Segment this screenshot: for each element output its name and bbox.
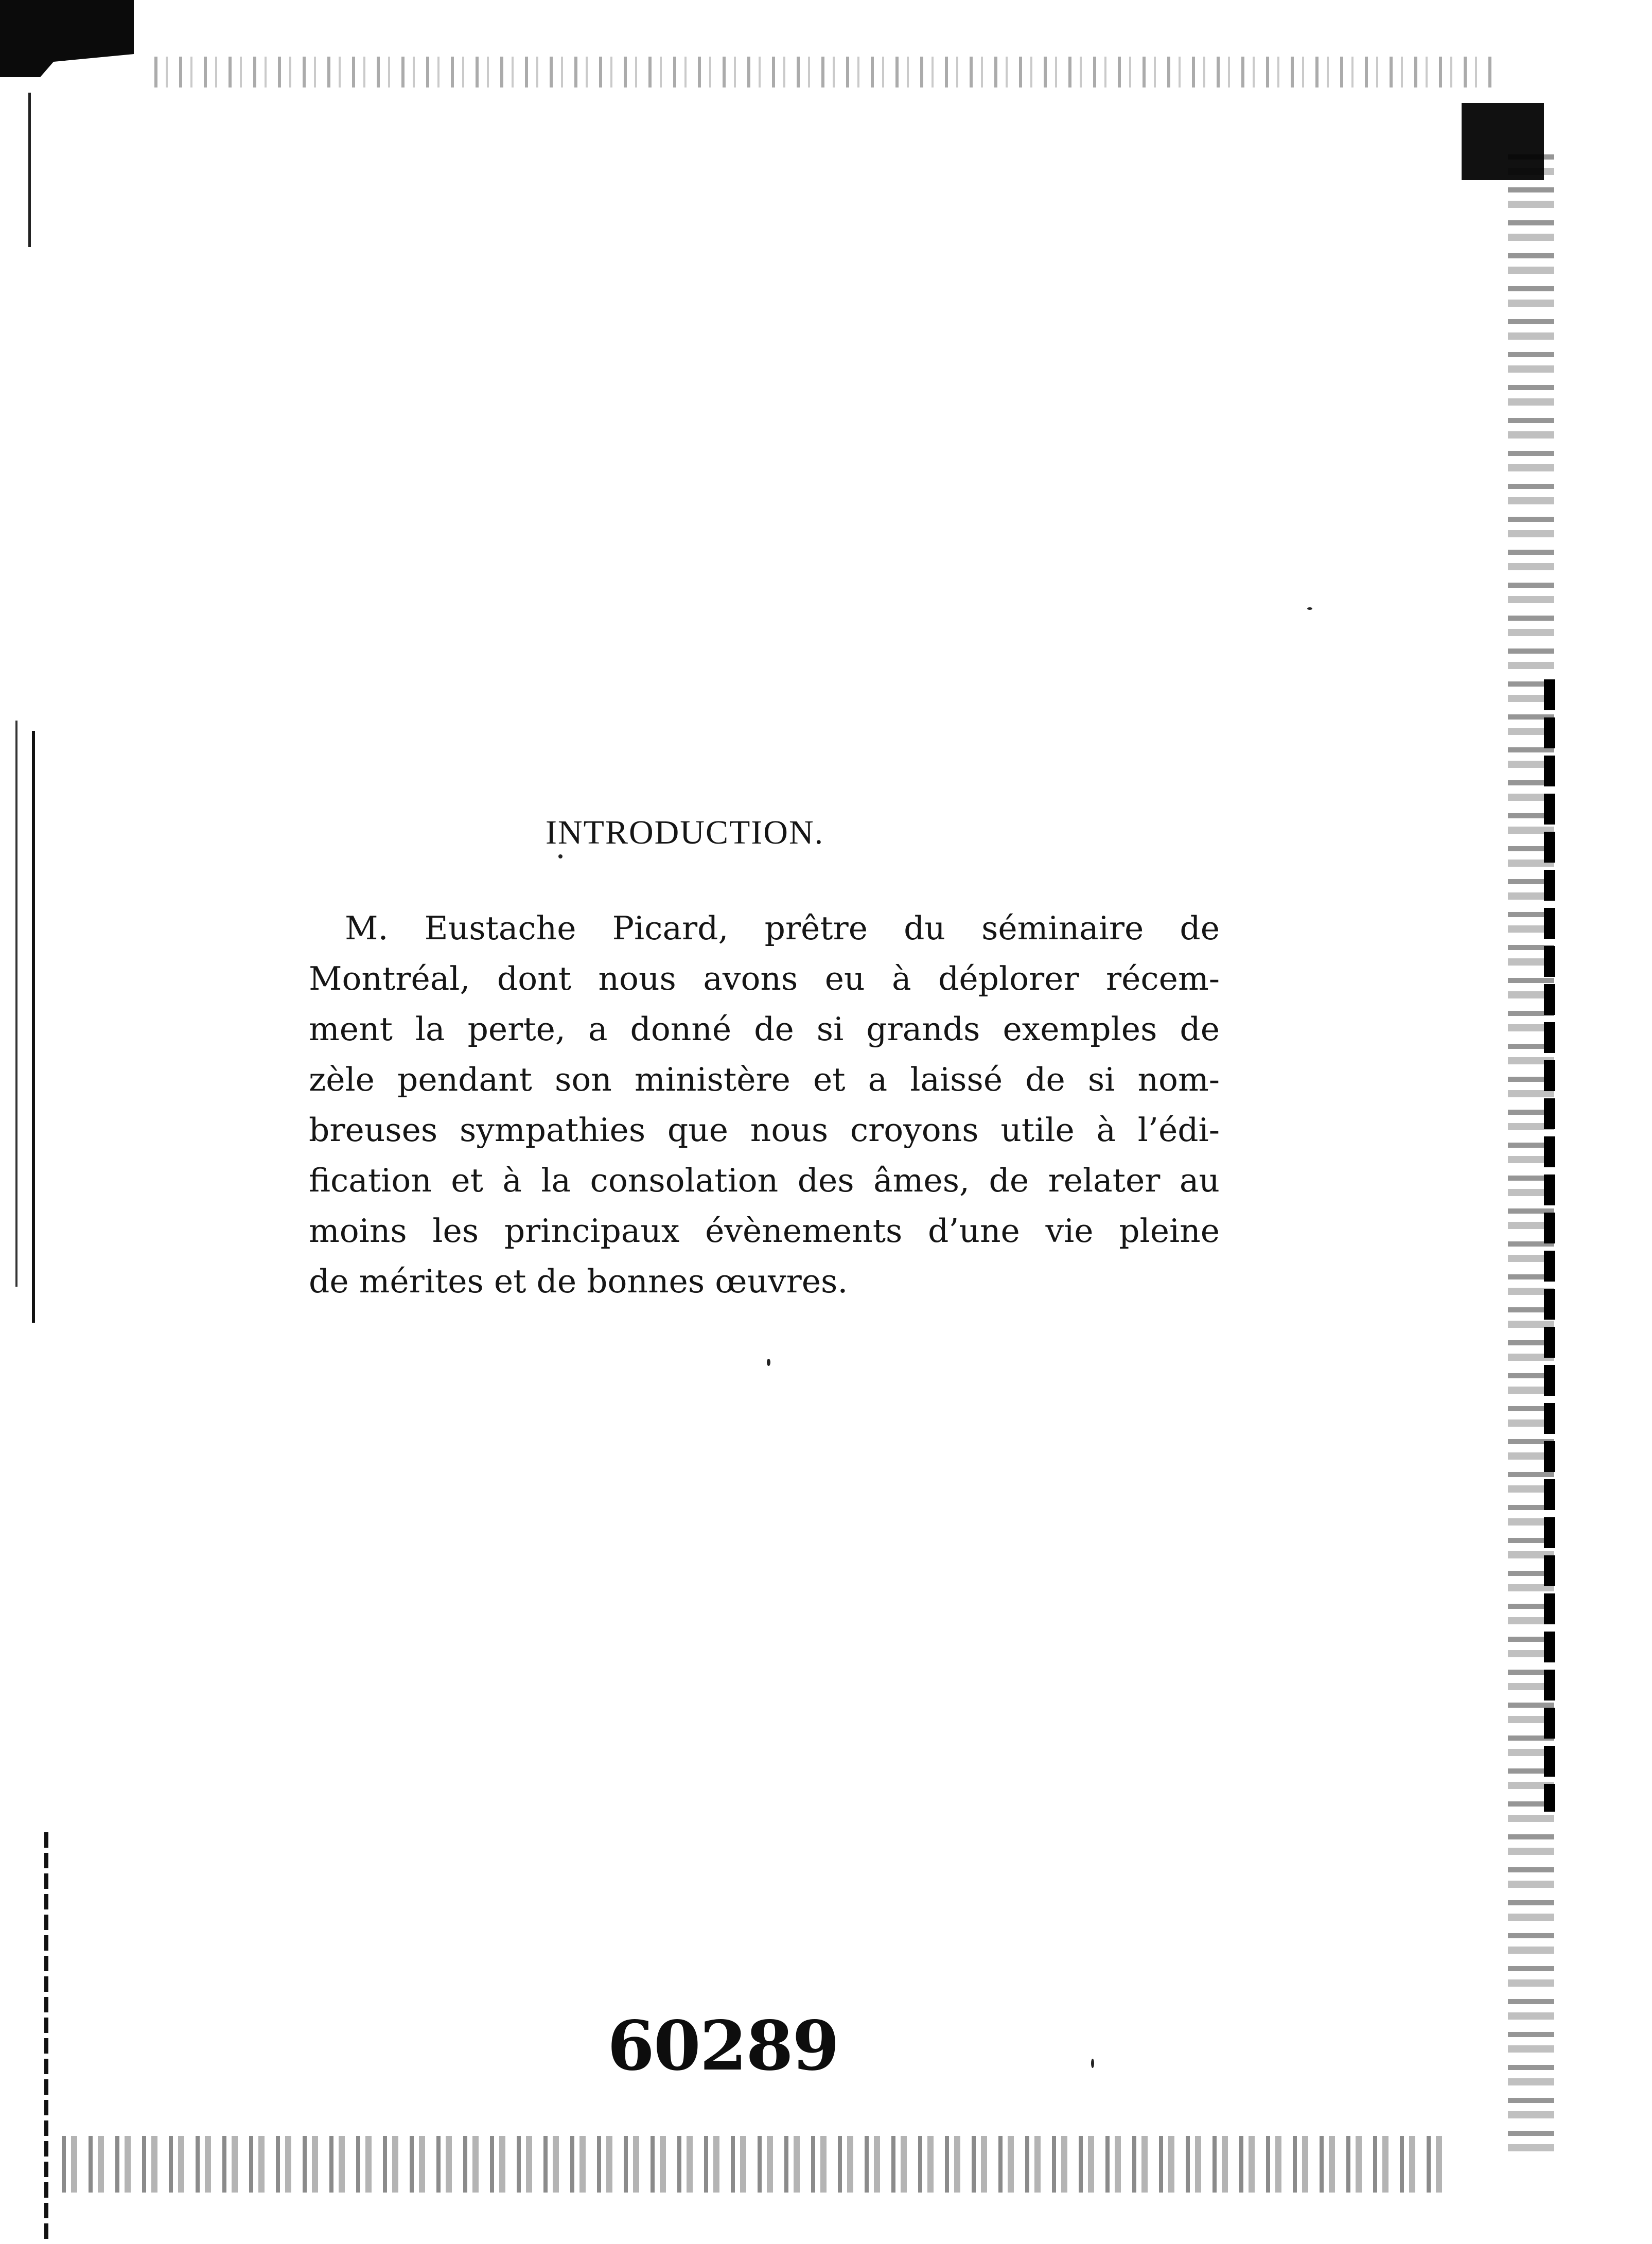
ink-speck: [767, 1359, 770, 1366]
paragraph-line: fication et à la consolation des âmes, de relater au: [309, 1162, 1220, 1199]
scan-edge-noise-bottom: [62, 2136, 1451, 2193]
scan-edge-noise-top: [154, 57, 1492, 87]
paragraph-line: moins les principaux évènements d’une vie pleine: [309, 1212, 1220, 1250]
scan-edge-line-left: [32, 731, 35, 1323]
ink-speck: [1091, 2059, 1094, 2068]
scan-edge-line-left: [44, 1832, 48, 2244]
scan-edge-line-left: [15, 721, 17, 1287]
scan-corner-artifact: [0, 0, 134, 77]
paragraph-line: ment la perte, a donné de si grands exemples de: [309, 1010, 1220, 1048]
scan-edge-binding-right: [1544, 679, 1555, 1812]
page-heading: INTRODUCTION.: [546, 814, 824, 851]
ink-speck: [1307, 607, 1312, 610]
paragraph-line: zèle pendant son ministère et a laissé de si nom-: [309, 1061, 1220, 1098]
scan-edge-line-left: [28, 93, 31, 247]
catalog-stamp-number: 60289: [607, 2006, 839, 2086]
paragraph-line: M. Eustache Picard, prêtre du séminaire de: [345, 909, 1220, 947]
body-paragraph: [309, 903, 1220, 1307]
ink-speck: [558, 854, 563, 858]
paragraph-line: de mérites et de bonnes œuvres.: [309, 1263, 848, 1300]
paragraph-line: breuses sympathies que nous croyons utile à l’édi-: [309, 1111, 1220, 1149]
paragraph-line: Montréal, dont nous avons eu à déplorer récem-: [309, 960, 1220, 997]
